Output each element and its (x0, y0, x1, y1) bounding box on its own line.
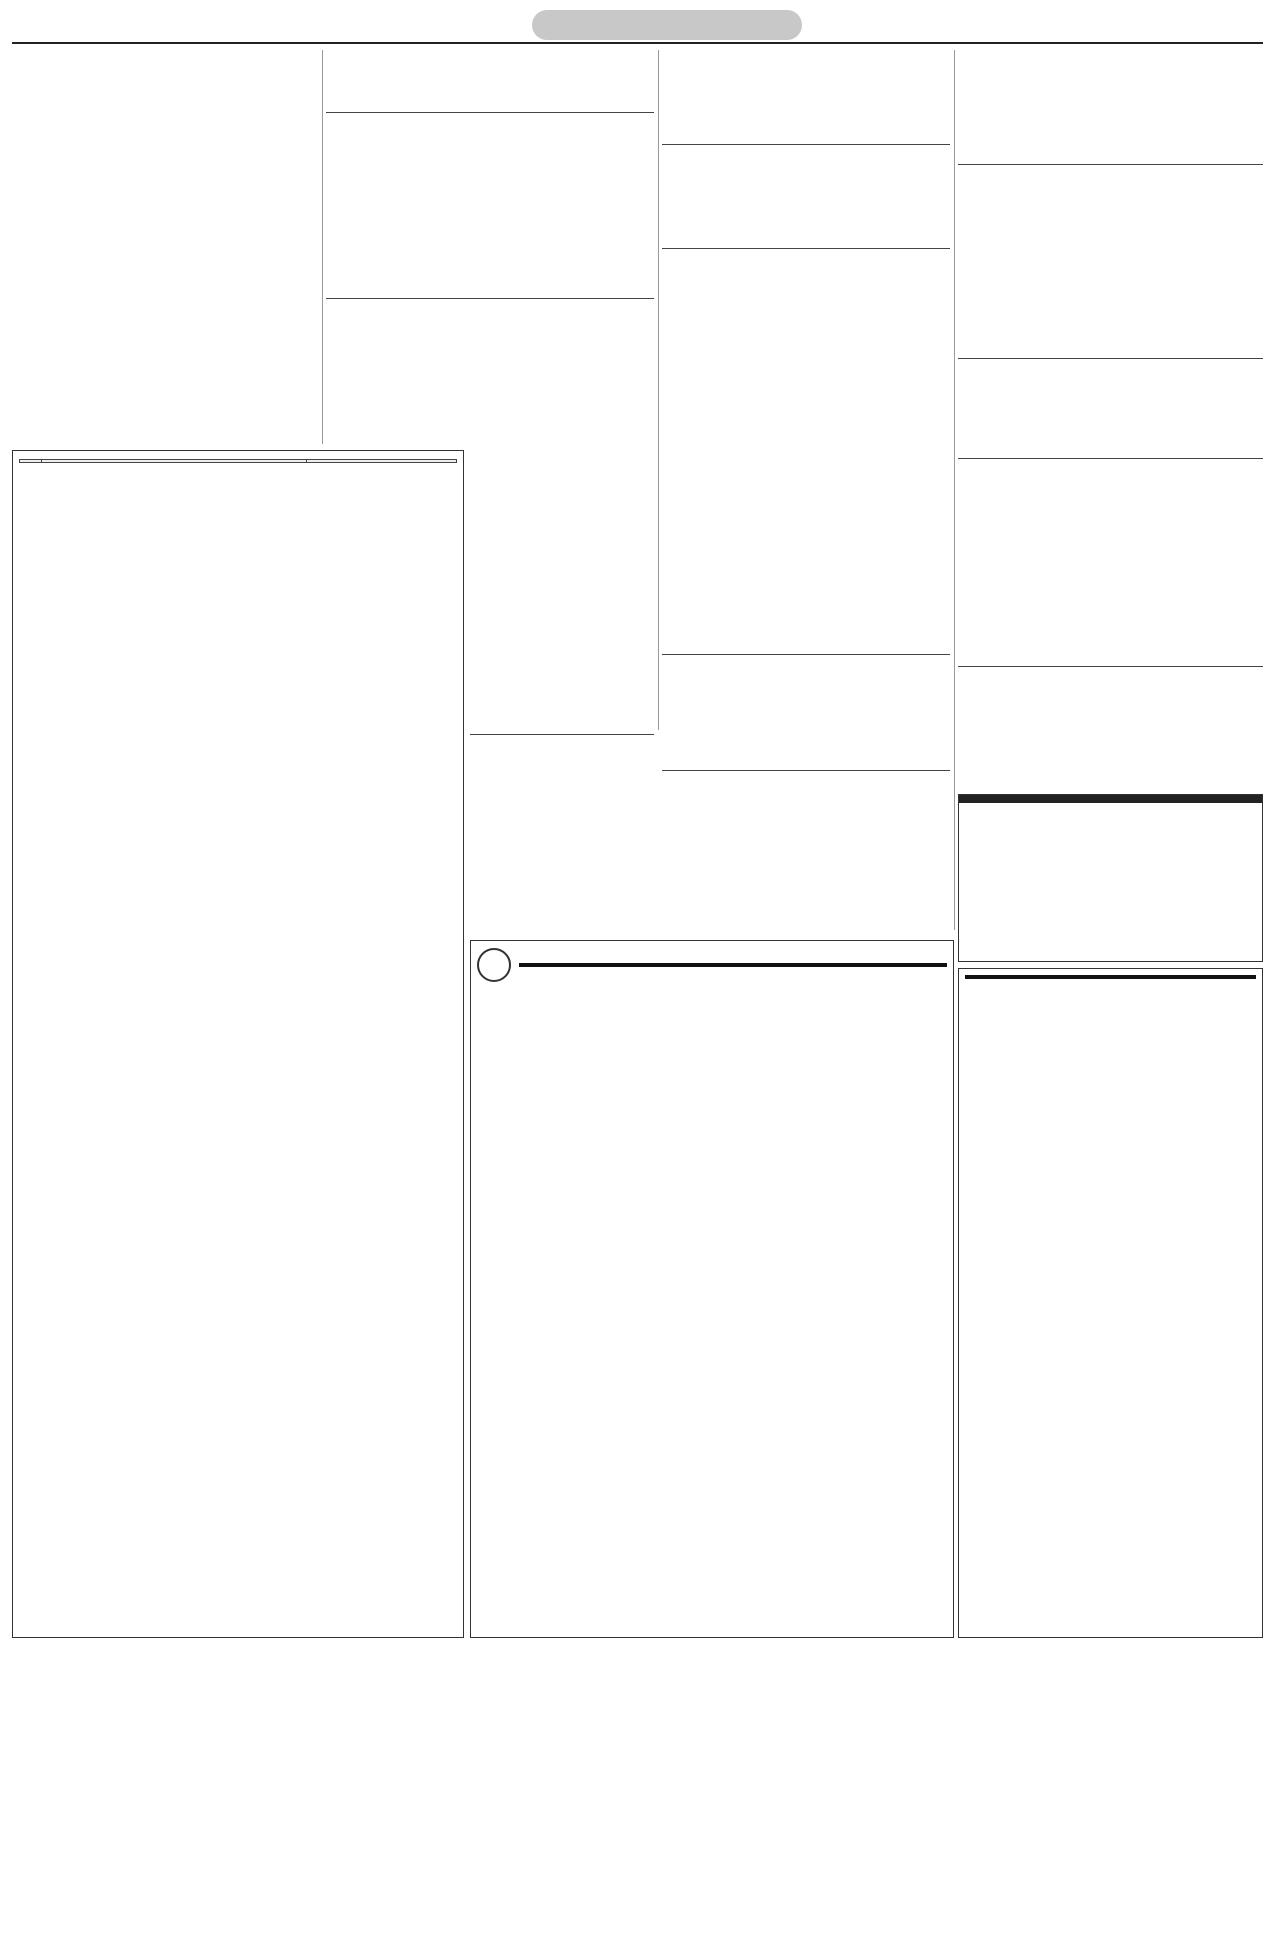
article-khaleda (326, 116, 654, 294)
section-divider (958, 358, 1263, 359)
article-hasnat (662, 148, 950, 244)
ab-bank-summons (958, 968, 1263, 1638)
auction-title (519, 963, 947, 967)
masthead (12, 8, 1263, 44)
article-jamaat (326, 302, 654, 444)
section-divider (662, 654, 950, 655)
bank-seal-icon (477, 948, 511, 982)
article-ena (958, 362, 1263, 454)
correction-title (959, 795, 1262, 803)
auction-notice (470, 940, 954, 1638)
column-divider (954, 50, 955, 930)
column-header-name (42, 460, 307, 463)
section-divider (326, 112, 654, 113)
article-hajj (662, 252, 950, 478)
column-divider (322, 50, 323, 444)
article-media (958, 462, 1263, 662)
article-visa (662, 774, 950, 934)
section-divider (326, 298, 654, 299)
correction-body (959, 803, 1262, 811)
column-header-case (307, 460, 457, 463)
article-election-lead (958, 50, 1263, 160)
ab-bank-subtitle (965, 975, 1256, 979)
column-divider (658, 50, 659, 730)
auction-header (477, 948, 947, 982)
section-divider (958, 666, 1263, 667)
absconder-table-header (20, 460, 457, 463)
article-jamaat-continued (470, 450, 654, 730)
article-lpg (958, 670, 1263, 790)
article-barrister (662, 50, 950, 142)
section-divider (470, 734, 654, 735)
absconder-table (19, 459, 457, 463)
section-divider (662, 770, 950, 771)
newspaper-logo (38, 8, 288, 42)
article-election (958, 168, 1263, 354)
article-rice-continued (326, 50, 654, 112)
article-democracy (662, 482, 950, 650)
correction-notice (958, 794, 1263, 962)
section-divider (958, 458, 1263, 459)
column-header-serial (20, 460, 42, 463)
section-divider (662, 144, 950, 145)
section-divider (958, 164, 1263, 165)
section-divider (662, 248, 950, 249)
article-rice (12, 50, 318, 444)
section-banner (532, 10, 802, 40)
article-april (470, 738, 654, 934)
court-absconder-notice (12, 450, 464, 1638)
